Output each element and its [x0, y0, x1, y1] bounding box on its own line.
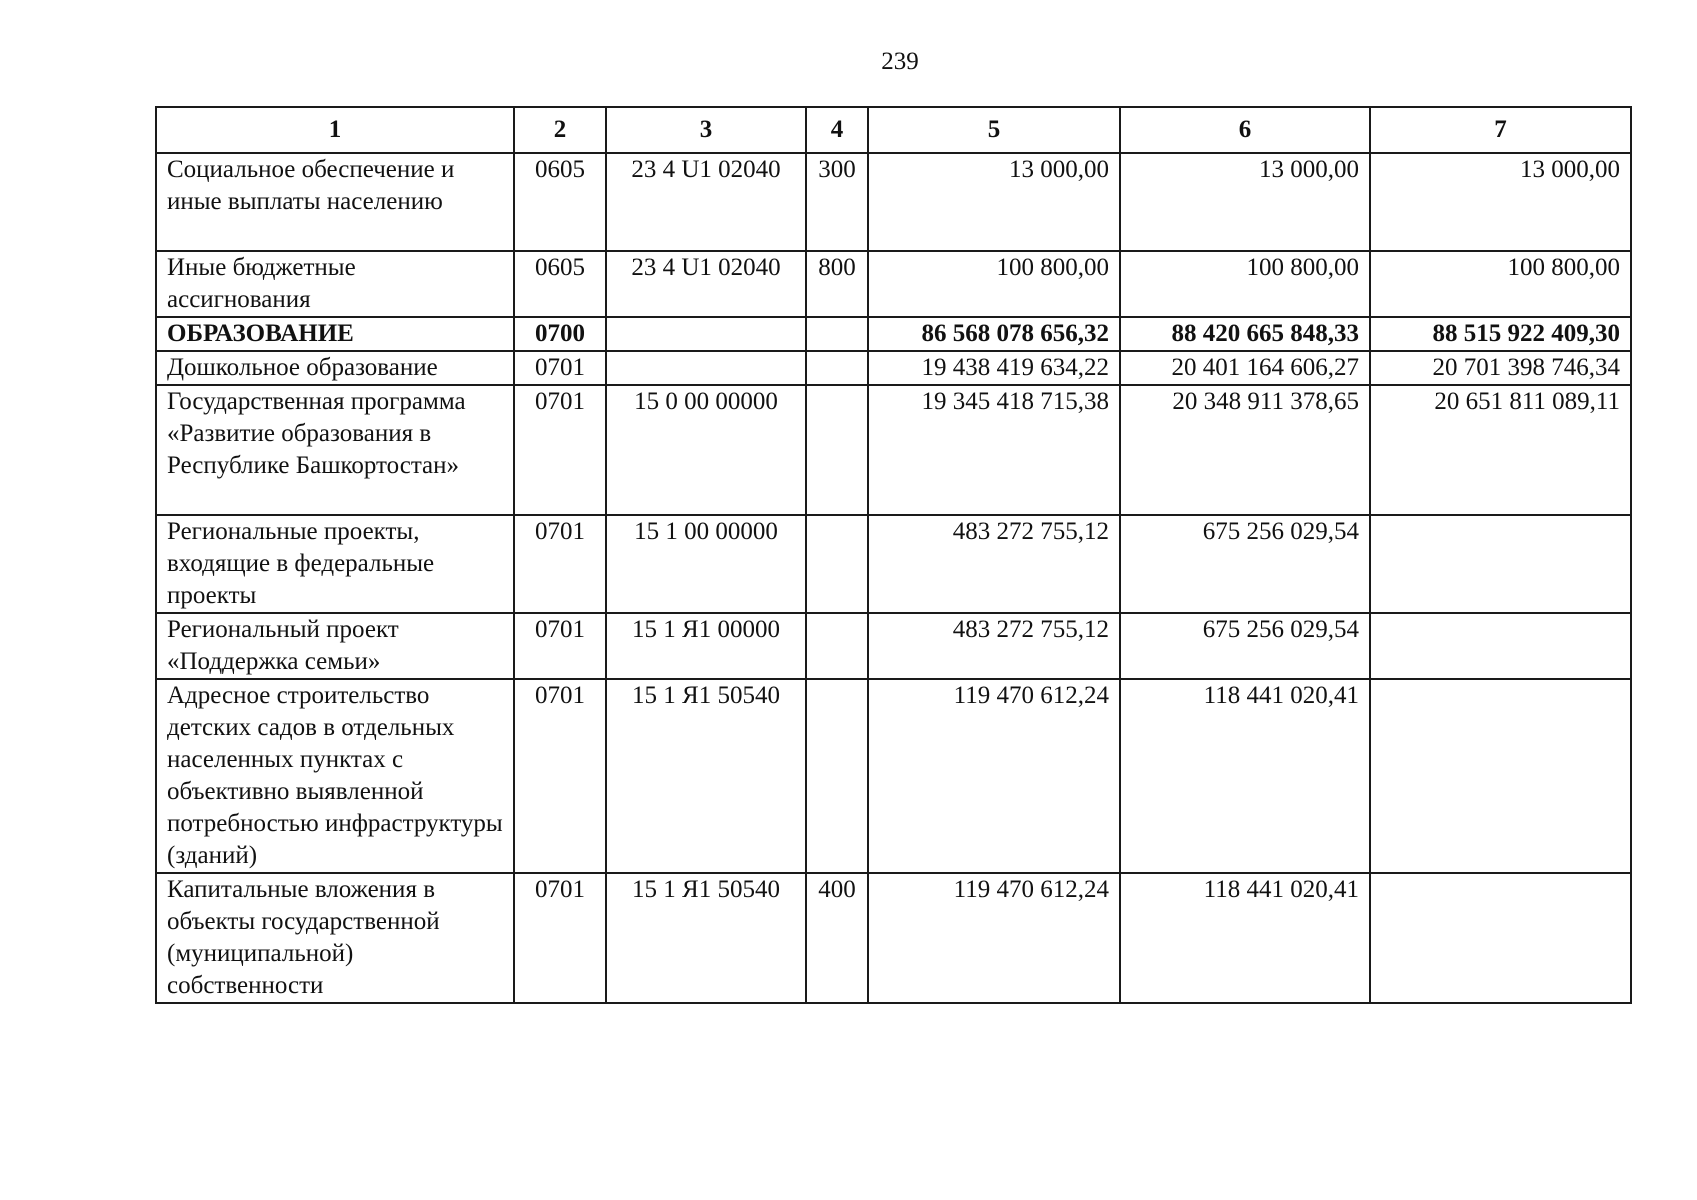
column-header-5: 5: [868, 107, 1120, 153]
row-amount-year3: [1370, 515, 1631, 613]
row-amount-year2: 13 000,00: [1120, 153, 1370, 251]
row-amount-year1: 483 272 755,12: [868, 515, 1120, 613]
row-target-code: 23 4 U1 02040: [606, 251, 806, 317]
table-row: [156, 873, 1631, 1003]
row-amount-year2: 118 441 020,41: [1120, 679, 1370, 873]
row-amount-year2: 675 256 029,54: [1120, 613, 1370, 679]
row-name: Адресное строительство детских садов в отдельных населенных пунктах с объективно выявленной потребностью инфраструктуры (зданий): [156, 679, 514, 873]
row-amount-year1: 100 800,00: [868, 251, 1120, 317]
row-section-code: 0701: [514, 613, 606, 679]
row-section-code: 0701: [514, 679, 606, 873]
table-row-section-total: [156, 317, 1631, 351]
row-amount-year3: 13 000,00: [1370, 153, 1631, 251]
row-name: Государственная программа «Развитие образования в Республике Башкортостан»: [156, 385, 514, 515]
row-section-code: 0605: [514, 153, 606, 251]
row-target-code: [606, 317, 806, 351]
table-row: [156, 153, 1631, 251]
row-amount-year1: 19 438 419 634,22: [868, 351, 1120, 385]
row-amount-year2: 675 256 029,54: [1120, 515, 1370, 613]
row-section-code: 0701: [514, 873, 606, 1003]
row-type-code: 300: [806, 153, 868, 251]
table-row: [156, 679, 1631, 873]
row-amount-year2: 20 348 911 378,65: [1120, 385, 1370, 515]
column-header-4: 4: [806, 107, 868, 153]
row-amount-year1: 119 470 612,24: [868, 873, 1120, 1003]
column-header-2: 2: [514, 107, 606, 153]
table-row: [156, 351, 1631, 385]
row-name: Региональный проект «Поддержка семьи»: [156, 613, 514, 679]
row-amount-year3: [1370, 873, 1631, 1003]
row-amount-year3: 100 800,00: [1370, 251, 1631, 317]
row-amount-year3: 88 515 922 409,30: [1370, 317, 1631, 351]
row-target-code: 15 1 Я1 00000: [606, 613, 806, 679]
row-target-code: 23 4 U1 02040: [606, 153, 806, 251]
row-type-code: [806, 613, 868, 679]
row-amount-year1: 13 000,00: [868, 153, 1120, 251]
row-name: Иные бюджетные ассигнования: [156, 251, 514, 317]
row-section-code: 0701: [514, 515, 606, 613]
row-type-code: [806, 679, 868, 873]
table-row: [156, 515, 1631, 613]
column-header-7: 7: [1370, 107, 1631, 153]
row-amount-year3: [1370, 679, 1631, 873]
row-target-code: 15 1 Я1 50540: [606, 873, 806, 1003]
column-header-6: 6: [1120, 107, 1370, 153]
row-amount-year3: 20 651 811 089,11: [1370, 385, 1631, 515]
row-type-code: 800: [806, 251, 868, 317]
row-type-code: [806, 317, 868, 351]
row-type-code: [806, 385, 868, 515]
row-section-code: 0701: [514, 351, 606, 385]
row-amount-year3: 20 701 398 746,34: [1370, 351, 1631, 385]
row-amount-year1: 86 568 078 656,32: [868, 317, 1120, 351]
row-section-code: 0605: [514, 251, 606, 317]
row-name: Капитальные вложения в объекты государственной (муниципальной) собственности: [156, 873, 514, 1003]
row-amount-year3: [1370, 613, 1631, 679]
table-row: [156, 385, 1631, 515]
table-row: [156, 613, 1631, 679]
page-number: 239: [881, 48, 919, 75]
row-amount-year2: 20 401 164 606,27: [1120, 351, 1370, 385]
row-type-code: [806, 351, 868, 385]
row-name: Дошкольное образование: [156, 351, 514, 385]
row-amount-year2: 88 420 665 848,33: [1120, 317, 1370, 351]
column-header-3: 3: [606, 107, 806, 153]
row-name: Социальное обеспечение и иные выплаты населению: [156, 153, 514, 251]
table-row: [156, 251, 1631, 317]
row-amount-year1: 119 470 612,24: [868, 679, 1120, 873]
row-amount-year2: 100 800,00: [1120, 251, 1370, 317]
row-target-code: 15 0 00 00000: [606, 385, 806, 515]
row-type-code: [806, 515, 868, 613]
row-section-code: 0701: [514, 385, 606, 515]
row-target-code: 15 1 00 00000: [606, 515, 806, 613]
row-target-code: [606, 351, 806, 385]
header-row: [156, 107, 1631, 153]
row-amount-year2: 118 441 020,41: [1120, 873, 1370, 1003]
column-header-1: 1: [156, 107, 514, 153]
row-amount-year1: 19 345 418 715,38: [868, 385, 1120, 515]
row-type-code: 400: [806, 873, 868, 1003]
row-name: ОБРАЗОВАНИЕ: [156, 317, 514, 351]
row-amount-year1: 483 272 755,12: [868, 613, 1120, 679]
row-target-code: 15 1 Я1 50540: [606, 679, 806, 873]
budget-table: [155, 106, 1632, 1004]
row-section-code: 0700: [514, 317, 606, 351]
row-name: Региональные проекты, входящие в федеральные проекты: [156, 515, 514, 613]
